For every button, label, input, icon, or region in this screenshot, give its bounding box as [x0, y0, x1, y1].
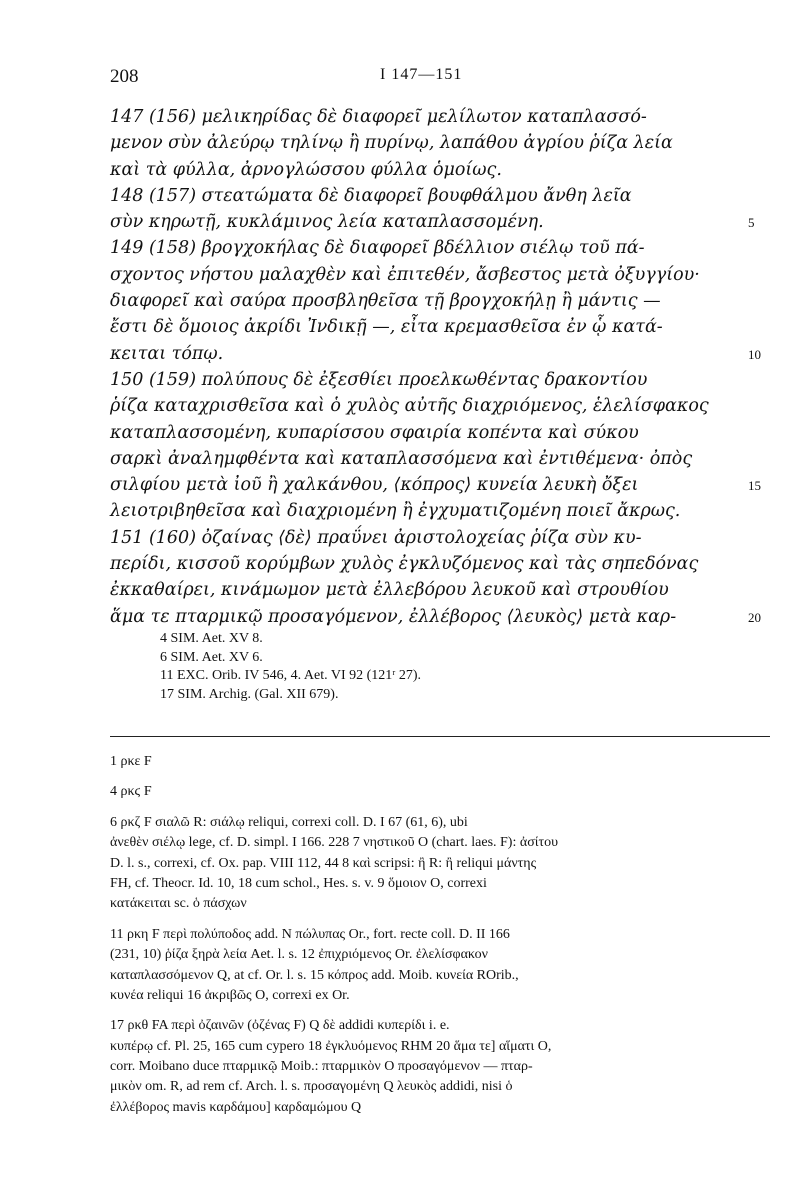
line-number: 20	[748, 609, 761, 625]
text-line: 151 (160) ὀζαίνας ⟨δὲ⟩ πραΰνει ἀριστολοχείας ῥίζα σὺν κυ-	[110, 527, 642, 548]
text-line: λειοτριβηθεῖσα καὶ διαχριομένη ἢ ἐγχυματιζομένη ποιεῖ ἄκρως.	[110, 501, 681, 522]
text-line: διαφορεῖ καὶ σαύρα προσβληθεῖσα τῇ βρογχοκήλῃ ἢ μάντις —	[110, 291, 661, 312]
text-line: ἔστι δὲ ὅμοιος ἀκρίδι Ἰνδικῇ —, εἶτα κρεμασθεῖσα ἐν ᾧ κατά-	[110, 317, 663, 338]
apparatus-line: 4 ρκϛ F	[110, 784, 152, 800]
text-line: ῥίζα καταχρισθεῖσα καὶ ὁ χυλὸς αὐτῆς διαχριόμενος, ἑλελίσφακος	[110, 396, 709, 417]
source-line: 17 SIM. Archig. (Gal. XII 679).	[160, 686, 339, 702]
line-number: 5	[748, 215, 755, 231]
running-head: I 147—151	[380, 66, 463, 83]
text-line: σιλφίου μετὰ ἰοῦ ἢ χαλκάνθου, ⟨κόπρος⟩ κυνεία λευκὴ ὄξει	[110, 475, 639, 496]
text-line: κειται τόπῳ.	[110, 343, 224, 364]
apparatus-line: 1 ρκε F	[110, 754, 152, 769]
apparatus-line: corr. Moibano duce πταρμικῷ Moib.: πταρμικὸν O προσαγόμενον — πταρ-	[110, 1059, 533, 1075]
text-line: σαρκὶ ἀναλημφθέντα καὶ καταπλασσόμενα καὶ ἐντιθέμενα· ὀπὸς	[110, 448, 693, 469]
text-line: 147 (156) μελικηρίδας δὲ διαφορεῖ μελίλωτον καταπλασσό-	[110, 107, 647, 127]
apparatus-line: καταπλασσόμενον Q, at cf. Or. l. s. 15 κόπρος add. Moib. κυνεία ROrib.,	[110, 967, 519, 983]
apparatus-line: μικὸν om. R, ad rem cf. Arch. l. s. προσαγομένη Q λευκὸς addidi, nisi ὁ	[110, 1079, 513, 1095]
source-line: 6 SIM. Aet. XV 6.	[160, 649, 263, 665]
apparatus-line: κατάκειται sc. ὁ πάσχων	[110, 896, 247, 912]
apparatus-line: ἀνεθὲν σιέλῳ lege, cf. D. simpl. I 166. 228 7 νηστικοῦ O (chart. laes. F): ἀσίτου	[110, 835, 559, 851]
source-line: 4 SIM. Aet. XV 8.	[160, 631, 263, 646]
apparatus-divider	[110, 736, 770, 737]
apparatus-line: 6 ρκζ F σιαλῶ R: σιάλῳ reliqui, correxi coll. D. I 67 (61, 6), ubi	[110, 814, 468, 830]
apparatus-line: 17 ρκθ FA περὶ ὀζαινῶν (ὀζένας F) Q δὲ addidi κυπερίδι i. e.	[110, 1018, 450, 1034]
main-greek-text	[110, 104, 750, 630]
apparatus-line: κυπέρῳ cf. Pl. 25, 165 cum cypero 18 ἐγκλυόμενος RHM 20 ἅμα τε] αἵματι O,	[110, 1038, 552, 1054]
text-line: σὺν κηρωτῇ, κυκλάμινος λεία καταπλασσομένη.	[110, 212, 544, 233]
text-line: περίδι, κισσοῦ κορύμβων χυλὸς ἐγκλυζόμενος καὶ τὰς σηπεδόνας	[110, 554, 699, 575]
critical-apparatus	[110, 752, 775, 1118]
apparatus-line: κυνέα reliqui 16 ἀκριβῶς O, correxi ex Or.	[110, 987, 350, 1003]
sources-apparatus	[160, 630, 660, 704]
text-line: καὶ τὰ φύλλα, ἀρνογλώσσου φύλλα ὁμοίως.	[110, 159, 502, 180]
page-number: 208	[110, 66, 139, 87]
text-line: 149 (158) βρογχοκήλας δὲ διαφορεῖ βδέλλιον σιέλῳ τοῦ πά-	[110, 238, 645, 259]
apparatus-line: 11 ρκη F περὶ πολύποδος add. N πώλυπας Or., fort. recte coll. D. II 166	[110, 926, 510, 942]
text-line: 150 (159) πολύπους δὲ ἐξεσθίει προελκωθέντας δρακοντίου	[110, 369, 648, 390]
text-line: 148 (157) στεατώματα δὲ διαφορεῖ βουφθάλμου ἄνθη λεῖα	[110, 185, 632, 206]
text-line: ἅμα τε πταρμικῷ προσαγόμενον, ἐλλέβορος ⟨λευκὸς⟩ μετὰ καρ-	[110, 606, 677, 627]
apparatus-line: ἐλλέβορος mavis καρδάμου] καρδαμώμου Q	[110, 1099, 362, 1115]
text-line: σχοντος νήστου μαλαχθὲν καὶ ἐπιτεθέν, ἄσβεστος μετὰ ὀξυγγίου·	[110, 264, 700, 285]
page-header	[110, 66, 760, 96]
line-number: 10	[748, 346, 761, 362]
text-line: ἐκκαθαίρει, κινάμωμον μετὰ ἐλλεβόρου λευκοῦ καὶ στρουθίου	[110, 580, 669, 601]
apparatus-line: D. l. s., correxi, cf. Ox. pap. VIII 112, 44 8 καὶ scripsi: ἢ R: ἢ reliqui μάντης	[110, 855, 537, 871]
line-number: 15	[748, 478, 761, 494]
apparatus-line: FH, cf. Theocr. Id. 10, 18 cum schol., Hes. s. v. 9 ὅμοιον O, correxi	[110, 875, 487, 891]
text-line: μενον σὺν ἀλεύρῳ τηλίνῳ ἢ πυρίνῳ, λαπάθου ἀγρίου ῥίζα λεία	[110, 133, 673, 154]
apparatus-line: (231, 10) ῥίζα ξηρὰ λεία Aet. l. s. 12 ἐπιχριόμενος Or. ἐλελίσφακον	[110, 947, 488, 963]
text-line: καταπλασσομένη, κυπαρίσσου σφαιρία κοπέντα καὶ σύκου	[110, 422, 639, 443]
source-line: 11 EXC. Orib. IV 546, 4. Aet. VI 92 (121ʳ 27).	[160, 668, 421, 683]
